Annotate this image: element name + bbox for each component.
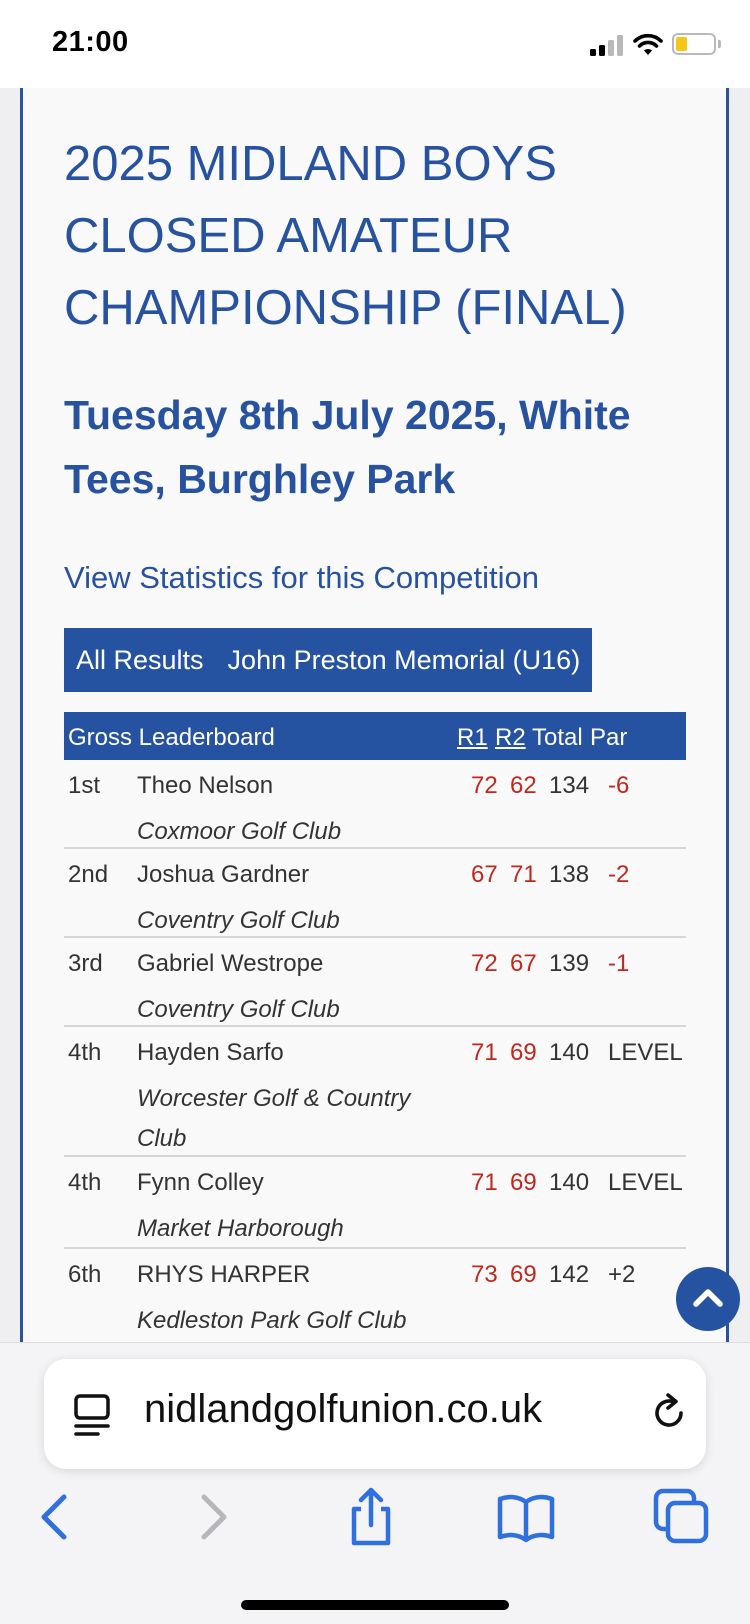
- to-par: -2: [608, 861, 630, 888]
- results-tabs: [64, 628, 592, 692]
- competition-subtitle: Tuesday 8th July 2025, White Tees, Burghley Park: [64, 392, 631, 502]
- tabs-icon[interactable]: [652, 1487, 712, 1547]
- browser-toolbar: [0, 1342, 750, 1624]
- player-club: Coventry Golf Club: [137, 996, 340, 1023]
- to-par: LEVEL: [608, 1039, 683, 1066]
- position: 4th: [68, 1169, 102, 1196]
- reader-mode-icon[interactable]: [72, 1393, 112, 1437]
- total-score: 139: [549, 950, 590, 977]
- player-club: Coventry Golf Club: [137, 907, 340, 934]
- player-name[interactable]: Joshua Gardner: [137, 861, 310, 888]
- position: 2nd: [68, 861, 109, 888]
- round-2-score[interactable]: 69: [510, 1039, 537, 1066]
- to-par: -6: [608, 772, 630, 799]
- total-score: 140: [549, 1039, 590, 1066]
- round-2-score[interactable]: 69: [510, 1169, 537, 1196]
- share-icon[interactable]: [341, 1487, 401, 1547]
- total-score: 142: [549, 1261, 590, 1288]
- battery-level: [676, 37, 687, 51]
- address-bar[interactable]: [44, 1359, 706, 1469]
- tab-john-preston-memorial[interactable]: John Preston Memorial (U16): [227, 645, 581, 675]
- status-time: 21:00: [52, 26, 129, 58]
- r1-sort-link[interactable]: R1: [457, 724, 488, 751]
- round-1-score[interactable]: 72: [471, 772, 498, 799]
- round-1-score[interactable]: 72: [471, 950, 498, 977]
- player-name[interactable]: RHYS HARPER: [137, 1261, 311, 1288]
- back-icon[interactable]: [26, 1487, 86, 1547]
- total-score: 138: [549, 861, 590, 888]
- r2-sort-link[interactable]: R2: [495, 724, 526, 751]
- battery-nub: [718, 40, 721, 48]
- forward-icon[interactable]: [182, 1487, 242, 1547]
- round-2-score[interactable]: 71: [510, 861, 537, 888]
- total-column-header: Total: [532, 724, 583, 751]
- par-column-header: Par: [590, 724, 628, 751]
- url-text[interactable]: nidlandgolfunion.co.uk: [144, 1387, 543, 1431]
- home-indicator[interactable]: [241, 1600, 509, 1610]
- status-bar: [0, 0, 750, 88]
- round-2-score[interactable]: 69: [510, 1261, 537, 1288]
- position: 6th: [68, 1261, 102, 1288]
- web-page: [0, 88, 750, 1342]
- player-name[interactable]: Gabriel Westrope: [137, 950, 324, 977]
- round-1-score[interactable]: 71: [471, 1169, 498, 1196]
- total-score: 140: [549, 1169, 590, 1196]
- leaderboard-row: [64, 1027, 686, 1157]
- position: 1st: [68, 772, 101, 799]
- player-name[interactable]: Theo Nelson: [137, 772, 274, 799]
- cellular-signal-icon: [590, 34, 624, 56]
- player-club: Market Harborough: [137, 1215, 344, 1242]
- view-statistics-link[interactable]: View Statistics for this Competition: [64, 560, 539, 595]
- player-name[interactable]: Fynn Colley: [137, 1169, 264, 1196]
- position: 3rd: [68, 950, 103, 977]
- round-2-score[interactable]: 67: [510, 950, 537, 977]
- player-club: Kedleston Park Golf Club: [137, 1307, 407, 1334]
- player-name[interactable]: Hayden Sarfo: [137, 1039, 284, 1066]
- player-club: Worcester Golf & Country Club: [137, 1085, 411, 1152]
- leaderboard-row: [64, 1249, 686, 1341]
- total-score: 134: [549, 772, 590, 799]
- gross-leaderboard: [64, 712, 686, 1341]
- wifi-icon: [632, 31, 664, 57]
- to-par: +2: [608, 1261, 636, 1288]
- bookmarks-icon[interactable]: [496, 1487, 556, 1547]
- round-1-score[interactable]: 71: [471, 1039, 498, 1066]
- leaderboard-title: Gross Leaderboard: [68, 724, 275, 751]
- page-title: 2025 MIDLAND BOYS CLOSED AMATEUR CHAMPIONSHIP (FINAL): [64, 137, 627, 335]
- position: 4th: [68, 1039, 102, 1066]
- leaderboard-row: [64, 938, 686, 1027]
- leaderboard-row: [64, 760, 686, 849]
- to-par: -1: [608, 950, 630, 977]
- round-1-score[interactable]: 67: [471, 861, 498, 888]
- scroll-to-top-button[interactable]: [676, 1267, 740, 1331]
- chevron-up-icon: [676, 1267, 740, 1331]
- leaderboard-header: [64, 712, 686, 760]
- tab-all-results[interactable]: All Results: [76, 645, 204, 675]
- round-2-score[interactable]: 62: [510, 772, 537, 799]
- player-club: Coxmoor Golf Club: [137, 818, 342, 845]
- round-1-score[interactable]: 73: [471, 1261, 498, 1288]
- to-par: LEVEL: [608, 1169, 683, 1196]
- reload-icon[interactable]: [648, 1392, 690, 1434]
- battery-icon: [672, 33, 716, 55]
- leaderboard-row: [64, 849, 686, 938]
- leaderboard-row: [64, 1157, 686, 1249]
